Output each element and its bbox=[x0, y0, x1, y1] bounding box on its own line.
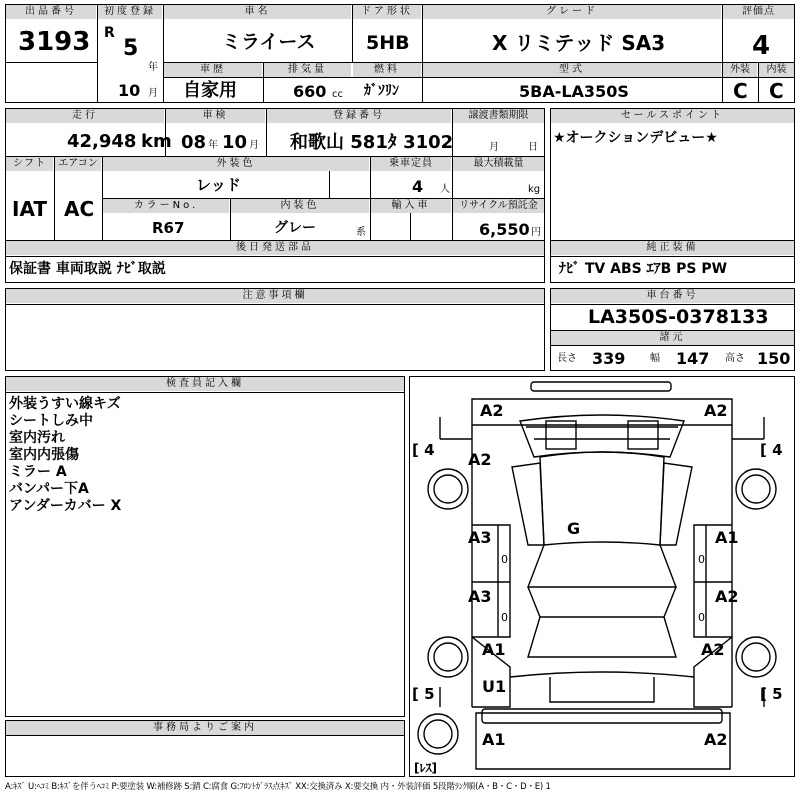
import-label: 輸入車 bbox=[371, 199, 451, 213]
inspector-note: 室内汚れ bbox=[9, 430, 65, 446]
capacity-value: 4 bbox=[412, 177, 424, 196]
inspection-year-unit: 年 bbox=[208, 140, 218, 151]
car-name-label: 車名 bbox=[164, 5, 351, 19]
tire-front-right-score: [ 4 bbox=[760, 441, 783, 459]
mark-rear-door-right: A2 bbox=[715, 587, 739, 606]
int-color-label: 内装色 bbox=[231, 199, 369, 213]
recycle-unit: 円 bbox=[531, 227, 541, 238]
score-label: 評価点 bbox=[723, 5, 794, 19]
length-value: 339 bbox=[592, 349, 626, 368]
transfer-day: 日 bbox=[528, 142, 538, 153]
inspector-note: ミラー A bbox=[9, 464, 67, 480]
rear-bumper-shape bbox=[482, 709, 722, 723]
shift-label: シフト bbox=[6, 157, 53, 171]
fuel-label: 燃料 bbox=[353, 63, 421, 77]
mark-front-door-right: A1 bbox=[715, 528, 739, 547]
first-reg-month: 10 bbox=[118, 81, 141, 100]
mark-quarter-right: A2 bbox=[701, 640, 725, 659]
mark-front-door-left: A3 bbox=[468, 528, 492, 547]
inspector-note: 室内内張傷 bbox=[9, 447, 79, 463]
displacement-unit: cc bbox=[332, 89, 343, 100]
model-code-label: 型式 bbox=[423, 63, 721, 77]
registration-value: 和歌山 581ﾀ 3102 bbox=[290, 132, 454, 153]
capacity-label: 乗車定員 bbox=[371, 157, 451, 171]
damage-diagram bbox=[409, 376, 795, 777]
width-label: 幅 bbox=[650, 353, 660, 364]
rear-panel-shape bbox=[476, 713, 730, 769]
mileage-value: 42,948 bbox=[67, 131, 137, 152]
max-load-unit: kg bbox=[528, 184, 541, 195]
chassis-label: 車台番号 bbox=[551, 289, 794, 303]
inspection-month-unit: 月 bbox=[249, 140, 259, 151]
front-panel-shape bbox=[472, 399, 732, 425]
history-label: 車歴 bbox=[164, 63, 262, 77]
height-value: 150 bbox=[757, 349, 791, 368]
later-parts-value: 保証書 車両取説 ﾅﾋﾞ取説 bbox=[9, 261, 166, 277]
windshield-shape bbox=[526, 427, 678, 439]
int-color-unit: 系 bbox=[356, 227, 366, 238]
mileage-unit: km bbox=[141, 131, 172, 152]
chassis-value: LA350S-0378133 bbox=[588, 306, 769, 328]
width-value: 147 bbox=[676, 349, 710, 368]
hood-shape bbox=[520, 415, 684, 457]
later-parts-label: 後日発送部品 bbox=[6, 241, 544, 255]
caution-label: 注意事項欄 bbox=[6, 289, 544, 303]
displacement-label: 排気量 bbox=[264, 63, 351, 77]
displacement-value: 660 bbox=[293, 82, 327, 101]
inspection-month: 10 bbox=[222, 132, 248, 153]
mark-front-right: A2 bbox=[704, 401, 728, 420]
dims-label: 諸元 bbox=[551, 331, 794, 345]
first-reg-era: R bbox=[104, 25, 115, 41]
aircon-label: エアコン bbox=[55, 157, 101, 171]
mark-rear-door-right-zero: 0 bbox=[698, 611, 705, 624]
mark-hood: A2 bbox=[468, 450, 492, 469]
tire-front-left-score: [ 4 bbox=[412, 441, 435, 459]
tire-rear-right-score: [ 5 bbox=[760, 685, 783, 703]
transfer-month: 月 bbox=[489, 142, 499, 153]
int-color-value: グレー bbox=[274, 220, 316, 236]
mark-front-door-left-zero: 0 bbox=[501, 553, 508, 566]
history-value: 自家用 bbox=[183, 80, 237, 101]
car-diagram-svg bbox=[410, 377, 794, 776]
sales-point-label: セールスポイント bbox=[551, 109, 794, 123]
shift-value: IAT bbox=[12, 197, 48, 221]
door-type: 5HB bbox=[366, 32, 410, 54]
first-reg-year: 5 bbox=[123, 36, 139, 61]
recycle-label: リサイクル預託金 bbox=[453, 199, 544, 213]
exterior-grade: C bbox=[733, 79, 748, 103]
cabin-shape bbox=[540, 452, 664, 545]
color-no-label: カラーNo. bbox=[103, 199, 229, 213]
interior-grade: C bbox=[769, 79, 784, 103]
transfer-label: 譲渡書類期限 bbox=[453, 109, 544, 123]
mark-rear-right: A2 bbox=[704, 730, 728, 749]
first-reg-label: 初度登録 bbox=[98, 5, 162, 19]
max-load-label: 最大積載量 bbox=[453, 157, 544, 171]
mark-rear-door-left: A3 bbox=[468, 587, 492, 606]
tire-spare-label: [ﾚｽ] bbox=[414, 761, 437, 775]
mark-rear-under: U1 bbox=[482, 677, 507, 696]
mileage-label: 走行 bbox=[6, 109, 164, 123]
inspector-note: アンダーカバー X bbox=[9, 498, 122, 514]
lot-number: 3193 bbox=[18, 27, 91, 57]
interior-grade-label: 内装 bbox=[759, 63, 794, 77]
inspection-label: 車検 bbox=[166, 109, 265, 123]
equipment-label: 純正装備 bbox=[551, 241, 794, 255]
fuel-value: ｶﾞｿﾘﾝ bbox=[364, 83, 399, 99]
mark-quarter-left: A1 bbox=[482, 640, 506, 659]
model-code: 5BA-LA350S bbox=[519, 82, 629, 101]
mark-rear-door-left-zero: 0 bbox=[501, 611, 508, 624]
mark-front-left: A2 bbox=[480, 401, 504, 420]
first-reg-month-unit: 月 bbox=[148, 88, 158, 99]
inspector-note: 外装うすい線キズ bbox=[9, 396, 121, 412]
door-label: ドア形状 bbox=[353, 5, 421, 19]
aircon-value: AC bbox=[64, 197, 95, 221]
front-bumper-shape bbox=[531, 382, 671, 391]
ext-color-label: 外装色 bbox=[103, 157, 369, 171]
score-value: 4 bbox=[752, 31, 771, 61]
inspector-note: シートしみ中 bbox=[9, 413, 93, 429]
first-reg-year-unit: 年 bbox=[148, 62, 158, 73]
inspector-note: バンパー下A bbox=[9, 481, 89, 497]
grade-label: グレード bbox=[423, 5, 721, 19]
inspection-year: 08 bbox=[181, 132, 207, 153]
inspector-label: 検査員記入欄 bbox=[6, 377, 404, 391]
height-label: 高さ bbox=[725, 353, 745, 364]
capacity-unit: 人 bbox=[440, 184, 450, 195]
legend: A:ｷｽﾞ U:ﾍｺﾐ B:ｷｽﾞを伴うﾍｺﾐ P:要塗装 W:補修跡 S:錆 C:腐食 G:ﾌﾛﾝﾄｶﾞﾗｽ点ｷｽﾞ XX:交換済み X:要交換 内・外装評価 5段階ﾗﾝｸ順(A・B・C・D・E) 1 bbox=[5, 782, 551, 792]
tire-rear-left-score: [ 5 bbox=[412, 685, 435, 703]
sales-point-value: ★オークションデビュー★ bbox=[553, 130, 718, 146]
grade-value: X リミテッド SA3 bbox=[492, 31, 666, 55]
inspector-notes bbox=[9, 396, 121, 515]
lot-label: 出品番号 bbox=[6, 5, 96, 19]
car-name: ミライース bbox=[222, 31, 316, 53]
recycle-value: 6,550 bbox=[479, 220, 530, 239]
mark-roof: G bbox=[567, 519, 581, 538]
equipment-value: ﾅﾋﾞ TV ABS ｴｱB PS PW bbox=[559, 261, 728, 277]
ext-color-value: レッド bbox=[196, 176, 241, 194]
mark-front-door-right-zero: 0 bbox=[698, 553, 705, 566]
mark-rear-left: A1 bbox=[482, 730, 506, 749]
exterior-grade-label: 外装 bbox=[723, 63, 757, 77]
registration-label: 登録番号 bbox=[267, 109, 451, 123]
length-label: 長さ bbox=[557, 353, 577, 364]
office-label: 事務局よりご案内 bbox=[6, 721, 404, 735]
body-outline bbox=[472, 425, 732, 707]
color-no-value: R67 bbox=[152, 219, 185, 237]
